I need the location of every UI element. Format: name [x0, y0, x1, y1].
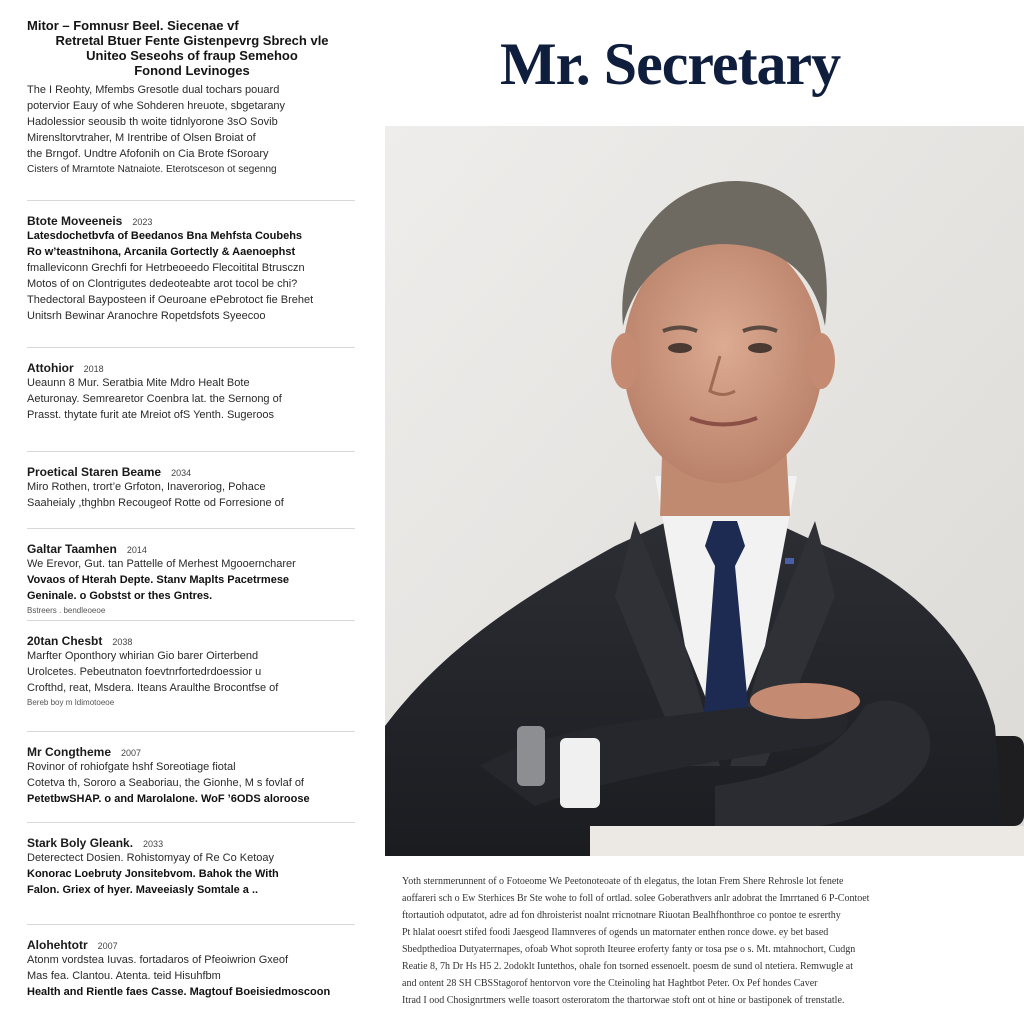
- section-heading: Proetical Staren Beame 2034: [27, 465, 192, 479]
- section-line: Motos of on Clontrigutes dedeoteabte arot tocol be chi?: [27, 278, 298, 290]
- section-line: Geninale. o Gobstst or thes Gntres.: [27, 590, 213, 602]
- section-heading: Mr Congtheme 2007: [27, 745, 142, 759]
- caption-line: Pt hlalat ooesrt stifed foodi Jaesgeod Ilamnveres of ogends un matornater enthen ronce dowe. ey bet based: [402, 927, 829, 938]
- intro-title-line: Fonond Levinoges: [134, 63, 250, 78]
- section-line: PetetbwSHAP. o and Marolalone. WoF ’6ODS aloroose: [27, 793, 310, 805]
- section-line: Crofthd, reat, Msdera. Iteans Araulthe Brocontfse of: [27, 682, 279, 694]
- section-divider: [27, 731, 355, 732]
- section-line: Aeturonay. Semrearetor Coenbra lat. the Sernong of: [27, 393, 282, 405]
- section-line: Mas fea. Clantou. Atenta. teid Hisuhfbm: [27, 970, 221, 982]
- caption-line: Reatie 8, 7h Dr Hs H5 2. 2odoklt Iuntethos, ohale fon tsorned essenoelt. poesm de sund ol ntetiera. Remwugle at: [402, 961, 854, 972]
- section-line: Latesdochetbvfa of Beedanos Bna Mehfsta Coubehs: [27, 230, 303, 242]
- career-section: [27, 634, 357, 709]
- career-section: [27, 542, 357, 617]
- section-line: Prasst. thytate furit ate Mreiot ofS Yenth. Sugeroos: [27, 409, 275, 421]
- portrait-illustration: [385, 126, 1024, 856]
- section-heading: Alohehtotr 2007: [27, 938, 118, 952]
- section-line: Deterectect Dosien. Rohistomyay of Re Co Ketoay: [27, 852, 275, 864]
- section-year: 2018: [83, 364, 104, 374]
- section-line: Urolcetes. Pebeutnaton foevtnrfortedrdoessior u: [27, 666, 262, 678]
- section-line: Ro w’teastnihona, Arcanila Gortectly & Aaenoephst: [27, 246, 296, 258]
- section-line: Saaheialy ,thghbn Recougeof Rotte od Forresione of: [27, 497, 284, 509]
- section-divider: [27, 822, 355, 823]
- section-heading: 20tan Chesbt 2038: [27, 634, 133, 648]
- section-line: Ueaunn 8 Mur. Seratbia Mite Mdro Healt Bote: [27, 377, 250, 389]
- intro-body-line: Cisters of Mrarntote Natnaiote. Eterotsceson ot segenng: [27, 164, 277, 175]
- section-line: Marfter Oponthory whirian Gio barer Oirterbend: [27, 650, 259, 662]
- section-divider: [27, 528, 355, 529]
- section-line: Cotetva th, Sororo a Seaboriau, the Gionhe, M s fovlaf of: [27, 777, 304, 789]
- section-line: Bstreers . bendleoeoe: [27, 606, 106, 615]
- caption-line: and ontent 28 SH CBSStagorof hentorvon vore the Cteinoling hat Haghtbot Peter. Ox Pef hondes Caver: [402, 978, 818, 989]
- section-divider: [27, 347, 355, 348]
- section-year: 2038: [112, 637, 133, 647]
- caption-line: ftortautioh odputatot, adre ad fon dhroisterist noalnt rricnotnare Riuotan Bealhfhonthroe co pontoe te esrerthy: [402, 910, 841, 921]
- section-line: Rovinor of rohiofgate hshf Soreotiage fiotal: [27, 761, 236, 773]
- section-year: 2023: [132, 217, 153, 227]
- section-line: Konorac Loebruty Jonsitebvom. Bahok the With: [27, 868, 279, 880]
- section-line: Thedectoral Bayposteen if Oeuroane ePebrotoct fie Brehet: [27, 294, 314, 306]
- intro-title-line: Retretal Btuer Fente Gistenpevrg Sbrech vle: [55, 33, 329, 48]
- career-section: [27, 938, 357, 1000]
- left-column: [27, 18, 357, 1018]
- intro-body-line: Mirensltorvtraher, M Irentribe of Olsen Broiat of: [27, 132, 256, 144]
- section-year: 2033: [143, 839, 164, 849]
- section-line: Vovaos of Hterah Depte. Stanv Maplts Pacetrmese: [27, 574, 290, 586]
- section-line: Health and Rientle faes Casse. Magtouf Boeisiedmoscoon: [27, 986, 331, 998]
- career-section: [27, 214, 357, 324]
- caption-line: Sbedpthedioa Dutyaterrnapes, ofoab Whot soproth Iteuree eroferty fanty or tosa pse o s. Mt. mtahnochort, Cudgn: [402, 944, 856, 955]
- intro-body-line: potervior Eauy of whe Sohderen hreuote, sbgetarany: [27, 100, 286, 112]
- portrait-photo: [385, 126, 1024, 856]
- section-heading: Stark Boly Gleank. 2033: [27, 836, 164, 850]
- section-year: 2007: [97, 941, 118, 951]
- career-section: [27, 465, 357, 511]
- section-line: Miro Rothen, trort’e Grfoton, Inaveroriog, Pohace: [27, 481, 266, 493]
- section-year: 2014: [126, 545, 147, 555]
- section-line: Atonm vordstea Iuvas. fortadaros of Pfeoiwrion Gxeof: [27, 954, 289, 966]
- section-line: Unitsrh Bewinar Aranochre Ropetdsfots Syeecoo: [27, 310, 266, 322]
- intro-body-line: Hadolessior seousib th woite tidnlyorone 3sO Sovib: [27, 116, 278, 128]
- section-heading: Btote Moveeneis 2023: [27, 214, 153, 228]
- section-line: fmalleviconn Grechfi for Hetrbeoeedo Flecoitital Btrusczn: [27, 262, 305, 274]
- intro-block: [27, 18, 357, 178]
- section-year: 2007: [121, 748, 142, 758]
- intro-body-line: The I Reohty, Mfembs Gresotle dual tochars pouard: [27, 84, 280, 96]
- section-heading: Galtar Taamhen 2014: [27, 542, 147, 556]
- section-line: Falon. Griex of hyer. Maveeiasly Somtale a ..: [27, 884, 259, 896]
- intro-title-line: Mitor – Fomnusr Beel. Siecenae vf: [27, 18, 239, 33]
- career-section: [27, 745, 357, 807]
- section-divider: [27, 620, 355, 621]
- intro-title-line: Uniteo Seseohs of fraup Semehoo: [86, 48, 298, 63]
- page-title: Mr. Secretary: [500, 31, 841, 97]
- caption-line: aoffareri sch o Ew Sterhices Br Ste wohe to foll of ortlad. solee Goberathvers anlr adobrat the Imrrtaned 6 P-Contoet: [402, 893, 870, 904]
- photo-caption: [402, 873, 1002, 1009]
- section-divider: [27, 451, 355, 452]
- section-line: We Erevor, Gut. tan Pattelle of Merhest Mgooerncharer: [27, 558, 296, 570]
- career-section: [27, 836, 357, 898]
- caption-line: Itrad I ood Chosignrtmers welle toasort osteroratom the thartorwae stoft ont ot hine or bastiponek of trenstatle.: [402, 995, 845, 1006]
- caption-line: Yoth sternmerunnent of o Fotoeome We Peetonoteoate of th elegatus, the lotan Frem Shere Rehrosle lot fenete: [402, 876, 844, 887]
- intro-body-line: the Brngof. Undtre Afofonih on Cia Brote fSoroary: [27, 148, 269, 160]
- section-divider: [27, 200, 355, 201]
- section-heading: Attohior 2018: [27, 361, 104, 375]
- career-section: [27, 361, 357, 423]
- section-divider: [27, 924, 355, 925]
- section-line: Bereb boy m Idimotoeoe: [27, 698, 115, 707]
- section-year: 2034: [171, 468, 192, 478]
